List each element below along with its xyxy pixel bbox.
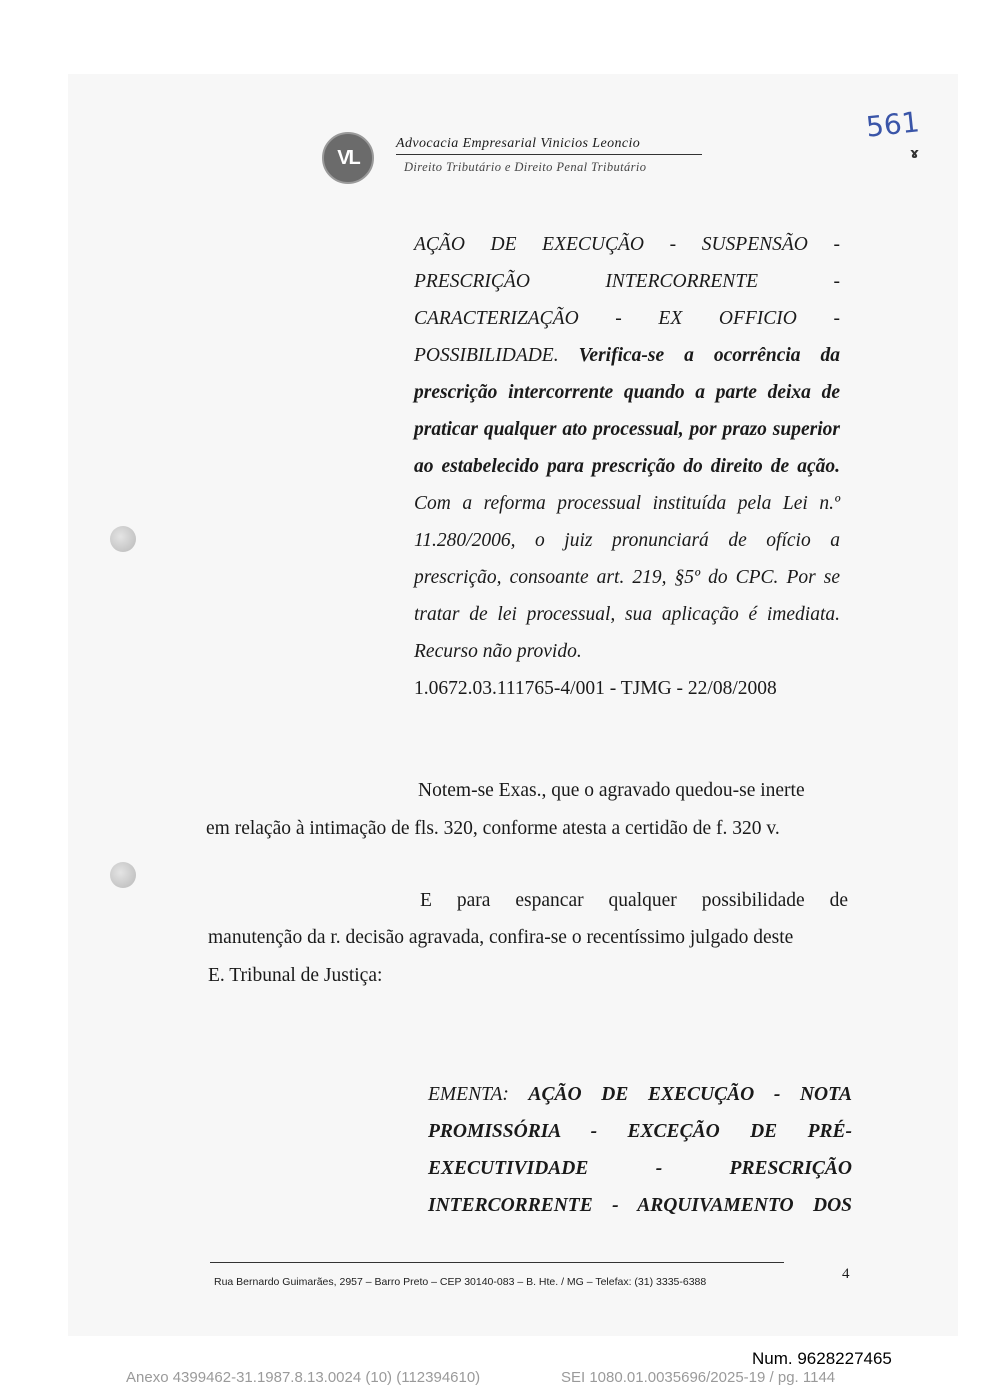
ementa-line: INTERCORRENTE - ARQUIVAMENTO DOS (428, 1195, 852, 1216)
quote-lead: POSSIBILIDADE. (414, 345, 559, 366)
paragraph2-second-line: manutenção da r. decisão agravada, confira-se o recentíssimo julgado deste (208, 927, 794, 948)
ementa-line: EXECUTIVIDADE - PRESCRIÇÃO (428, 1158, 852, 1179)
document-number-stamp: Num. 9628227465 (752, 1349, 892, 1368)
firm-name: Advocacia Empresarial Vinicios Leoncio (396, 136, 702, 155)
quote-line: PRESCRIÇÃO INTERCORRENTE - (414, 271, 840, 292)
ementa-label: EMENTA: (428, 1084, 509, 1105)
sei-stamp: SEI 1080.01.0035696/2025-19 / pg. 1144 (561, 1369, 836, 1386)
quote-line: CARACTERIZAÇÃO - EX OFFICIO - (414, 308, 840, 329)
quote-italic-text: Com a reforma processual instituída pela Lei n.º 11.280/2006, o juiz pronunciará de ofício a prescrição, consoante art. 219, §5º do CPC. Por se tratar de lei processual, sua aplicação é imediata. Recurso não provido. (414, 493, 840, 662)
ementa-line: PROMISSÓRIA - EXCEÇÃO DE PRÉ- (428, 1121, 852, 1142)
firm-logo: VL (322, 132, 374, 184)
paragraph1-first-line: Notem-se Exas., que o agravado quedou-se inerte (418, 780, 805, 801)
punch-hole-bottom (110, 862, 136, 888)
handwritten-page-number: 561 (864, 105, 922, 144)
quote-bold-text: Verifica-se a ocorrência da prescrição intercorrente quando a parte deixa de praticar qualquer ato processual, por prazo superior ao estabelecido para prescrição do direito de ação. (414, 345, 840, 477)
quote-body (414, 337, 840, 670)
footer-divider (210, 1262, 784, 1263)
page-number: 4 (842, 1266, 850, 1282)
case-reference: 1.0672.03.111765-4/001 - TJMG - 22/08/2008 (414, 678, 777, 699)
firm-subtitle: Direito Tributário e Direito Penal Tributário (404, 160, 647, 174)
ementa-block (428, 1076, 852, 1224)
jurisprudence-quote (414, 226, 840, 707)
handwritten-initial: ɤ (910, 146, 919, 162)
quote-line: AÇÃO DE EXECUÇÃO - SUSPENSÃO - (414, 234, 840, 255)
paragraph1-second-line: em relação à intimação de fls. 320, conforme atesta a certidão de f. 320 v. (206, 818, 780, 839)
ementa-line (428, 1076, 852, 1113)
paragraph2-first-line: E para espancar qualquer possibilidade de (420, 890, 848, 911)
paragraph2-third-line: E. Tribunal de Justiça: (208, 965, 383, 986)
annex-stamp: Anexo 4399462-31.1987.8.13.0024 (10) (112394610) (126, 1369, 481, 1386)
punch-hole-top (110, 526, 136, 552)
ementa-title: AÇÃO DE EXECUÇÃO - NOTA (528, 1084, 852, 1105)
footer-address: Rua Bernardo Guimarães, 2957 – Barro Preto – CEP 30140-083 – B. Hte. / MG – Telefax: (31) 3335-6388 (214, 1276, 707, 1288)
